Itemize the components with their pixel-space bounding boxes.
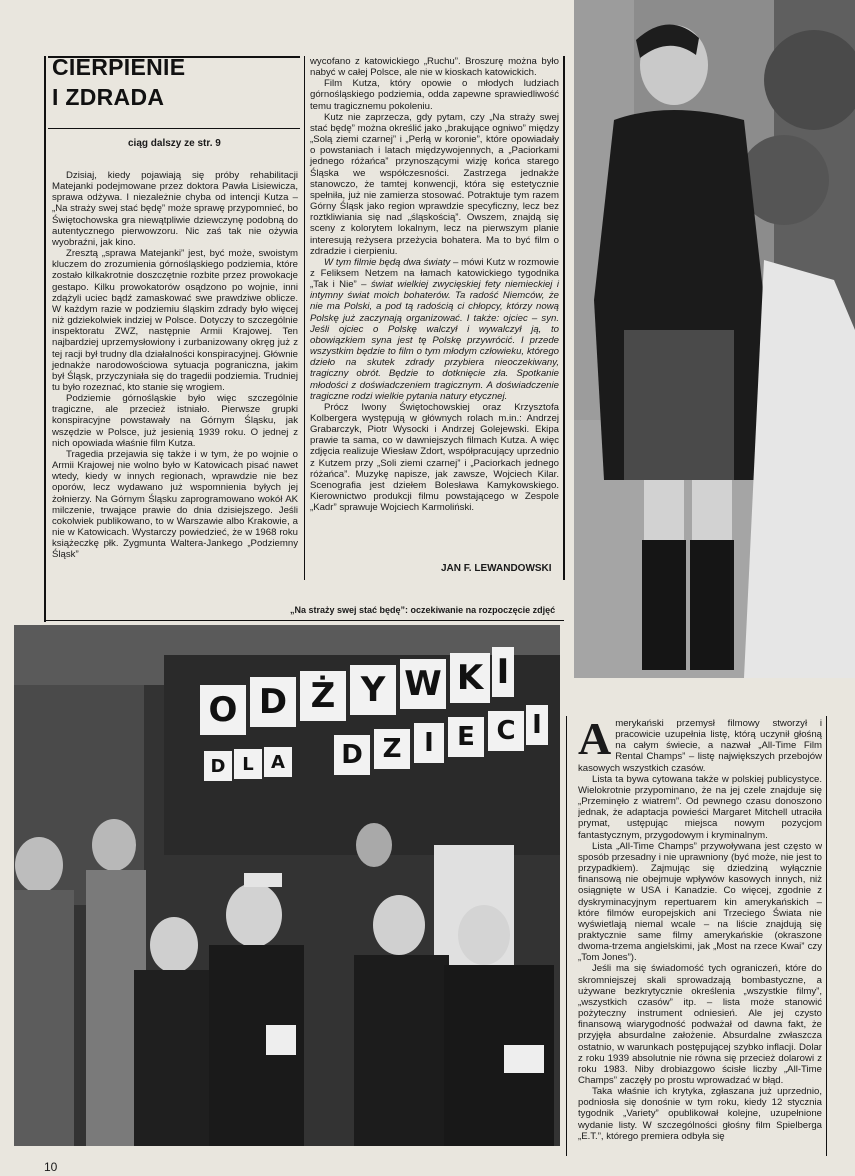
photo-actor-art [574,0,855,678]
sign-letter: Y [350,665,396,715]
paragraph: Dzisiaj, kiedy pojawiają się próby rehabilitacji Matejanki podejmowane przez doktora Pawła Lisiewicza, sprawa odżywa. I niezależnie chyba od intencji Kutza – „Na straży swej stać będę” może sprawę przypomnieć, bo Świętochowska gra niewątpliwie dziewczynę podobną do autentycznego pierwowzoru. Nic zaś tak nie ożywia wyobraźni, jak kino. [52,170,298,248]
sign-letter: I [492,647,514,697]
sign-letter: W [400,659,446,709]
photo-scout-boys [14,625,560,1146]
sign-letter: D [334,735,370,775]
photo-actor-portrait [574,0,855,678]
paragraph: Podziemie górnośląskie było więc szczególnie tragiczne, ale przecież istniało. Pierwsze grupki konspiracyjne powstawały na Górnym Śląsku, jak wszędzie w Polsce, już jesienią 1939 roku. O jednej z nich opowiada właśnie film Kutza. [52,393,298,449]
sign-letter: L [234,749,262,779]
paragraph-text: merykański przemysł filmowy stworzył i pracowicie uzupełnia listę, którą uczynił głośną na całym świecie, a nazwał „All-Time Film Rental Champs” – listę największych przebojów kasowych wszystkich czasów. [578,718,822,774]
article-title [52,52,185,112]
drop-cap: A [578,718,612,764]
sidebar-column [578,718,822,1158]
bottom-rule [44,620,564,621]
paragraph: Jeśli ma się świadomość tych ograniczeń, które do skromniejszej skali sprowadzają bombastyczne, a używane bezkrytycznie określenia „wszystkie filmy”, „wszystkich czasów” itp. – lista może stanowić pożyteczny instrument odniesień. Ale jej czysto finansową wiarygodność podważał od dawna fakt, że przyjęła absurdalne założenie. Absurdalne zwłaszcza ostatnio, w warunkach postępującej szybko inflacji. Dolar z roku 1939 absolutnie nie równa się przecież dolarowi z roku 1983. Niby drobiazgowo ścisłe liczby „All-Time Champs” zaczęły po prostu wprowadzać w błąd. [578,963,822,1086]
paragraph [578,718,822,774]
sign-letter: I [526,705,548,745]
paragraph: Film Kutza, który opowie o młodych ludziach górnośląskiego podziemia, odda zapewne sprawiedliwość temu tragicznemu pokoleniu. [310,78,559,112]
sign-letter: K [450,653,490,703]
sign-letter: O [200,685,246,735]
paragraph: Prócz Iwony Świętochowskiej oraz Krzysztofa Kolbergera występują w głównych rolach m.in.: Andrzej Grabarczyk, Piotr Wysocki i Andrzej Golejewski. Ekipa prawie ta sama, co w dawniejszych filmach Kutza. A więc zdjęcia realizuje Wiesław Zdort, współpracujący uprzednio z Kutzem przy „Soli ziemi czarnej” i „Paciorkach jednego różańca”. Muzykę napisze, jak zawsze, Wojciech Kilar. Scenografia jest dziełem Bolesława Kamykowskiego. Kierownictwo produkcji filmu powstającego w Zespole „Kadr” sprawuje Wojciech Karmoliński. [310,401,559,514]
paragraph: Kutz nie zaprzecza, gdy pytam, czy „Na straży swej stać będę” można określić jako „brakujące ogniwo” między „Solą ziemi czarnej” i „Perłą w koronie”, które opowiadały o powstaniach i latach międzywojennych, a „Paciorkami jednego różańca” przynoszącymi wizję końca starego Śląska we współczesności. Zastrzega jednakże stanowczo, że tamtej konwencji, która się estetycznie spełniła, już nie zamierza stosować. Potraktuje tym razem Górny Śląsk jako region wprawdzie specyficzny, lecz bez roztkliwiania się nad „śląskością”. Owszem, znajdą się sceny z kolorytem lokalnym, lecz na pierwszym planie interesują reżysera przeżycia bohatera. Ma to być film o zdradzie i cierpieniu. [310,111,559,257]
paragraph: Lista „All-Time Champs” przywoływana jest często w sposób przesadny i nie uprawniony (być może, nie jest to przypadkiem). Zajmując się dziedziną wyłącznie finansową nie obejmuje wpływów kasowych innych, niż osiągnięte w USA i Kanadzie. Co więcej, zgodnie z dyskryminacyjnym repertuarem kin amerykańskich – które filmów europejskich ani Trzeciego Świata nie wyświetlają niemal wcale – na liście znajdują się praktycznie same filmy amerykańskie (okraszone dwoma-trzema angielskimi, jak „Most na rzece Kwai” czy „Tom Jones”). [578,840,822,964]
sign-letter: C [488,711,524,751]
article-title-line2: I ZDRADA [52,84,165,110]
quote-paragraph [310,257,559,402]
author-byline: JAN F. LEWANDOWSKI [441,563,552,574]
article-title-line1: CIERPIENIE [52,54,186,80]
mid-vertical-rule [304,56,305,580]
sign-letter: Z [374,729,410,769]
sign-letter: D [204,751,232,781]
article-column-2 [310,56,559,513]
continued-note: ciąg dalszy ze str. 9 [128,138,221,149]
sign-letter: Ż [300,671,346,721]
sign-letter: I [414,723,444,763]
sign-letter: D [250,677,296,727]
sign-letter: E [448,717,484,757]
photo-caption: „Na straży swej stać będę”: oczekiwanie na rozpoczęcie zdjęć [290,605,556,615]
left-vertical-rule [44,56,46,622]
paragraph: Lista ta bywa cytowana także w polskiej publicystyce. Wielokrotnie przypominano, że na jej czele znajduje się „Przeminęło z wiatrem”. Od pewnego czasu donoszono jednak, że adaptacja powieści Margaret Mitchell utraciła prymat, ustępując miejsca nowym pozycjom fantastycznym, przygodowym i kryminalnym. [578,773,822,841]
paragraph: wycofano z katowickiego „Ruchu”. Broszurę można było nabyć w całej Polsce, ale nie w kioskach katowickich. [310,56,559,79]
sidebar-right-rule [826,716,827,1156]
sign-letter: A [264,747,292,777]
right-vertical-rule [563,56,565,580]
page-number: 10 [44,1160,58,1174]
quote-attribution: – mówi Kutz w rozmowie z Feliksem Netzem na łamach katowickiego tygodnika „Tak i Nie” – [310,256,559,291]
article-column-1 [52,170,298,560]
paragraph: Tragedia przejawia się także i w tym, że po wojnie o Armii Krajowej nie wolno było w Katowicach pisać nawet wtedy, kiedy w innych regionach, wprawdzie nie bez oporów, lecz wydawano już wspomnienia byłych jej żołnierzy. Na Górnym Śląsku zaprogramowano wokół AK milczenie, trwające prawie do dnia dzisiejszego. Jeśli cokolwiek publikowano, to w Warszawie albo Krakowie, a nie w Katowicach. Wystarczy powiedzieć, że w 1968 roku książeczkę płk. Zygmunta Waltera-Jankego „Podziemny Śląsk” [52,448,298,561]
paragraph: Taka właśnie ich krytyka, zgłaszana już uprzednio, podniosła się donośnie w tym roku, kiedy 12 stycznia tygodnik „Variety” opublikował kolejne, uzupełnione wydanie listy. W szczególności głośny film Spielberga „E.T.”, którego premiera odbyła się [578,1086,822,1142]
sidebar-left-rule [566,716,567,1156]
quote-body: świat wielkiej zwycięskiej fety niemieckiej i intymny świat moich bohaterów. Ta radość Niemców, że nie ma Polski, a pod tą radością ci chłopcy, którzy nową Polskę już zaczynają organizować. I także: ojciec – syn. Jeśli ojciec o Polskę walczył i wywalczył ją, to obowiązkiem syna jest tę Polskę przywrócić. I przede wszystkim będzie to film o tym młodym człowieku, którego dzieło na skutek zdrady przybiera nieoczekiwany, tragiczny obrót. Będzie to dotknięcie zła. Spotkanie młodości z doświadczeniem tragicznym. A doświadczenie tragiczne rodzi wielkie pytania natury etycznej. [310,279,559,402]
paragraph: Zresztą „sprawa Matejanki” jest, być może, swoistym kluczem do zrozumienia górnośląskiego podziemia, które zostało kilkakrotnie doszczętnie rozbite przez prowokacje gestapo. Kilku prowokatorów osądzono po wojnie, inni zdążyli uciec bądź zamaskować swe prawdziwe oblicze. W każdym razie w podziemiu śląskim zdrady było więcej niż gdziekolwiek indziej w Polsce. Dotyczy to szczególnie inspektoratu ZWZ, następnie Armii Krajowej. Ten najbardziej uprzemysłowiony i zurbanizowany okręg już z tej racji był trudny dla działalności konspiracyjnej. Głównie jednakże narodowościowa sytuacja pograniczna, jakim był Śląsk, przyczyniała się do tragedii podziemia. Trudniej tu było rozeznać, kto stanie się wrogiem. [52,248,298,393]
title-bottom-rule [48,128,300,129]
quote-lead: W tym filmie będą dwa światy [324,256,451,268]
